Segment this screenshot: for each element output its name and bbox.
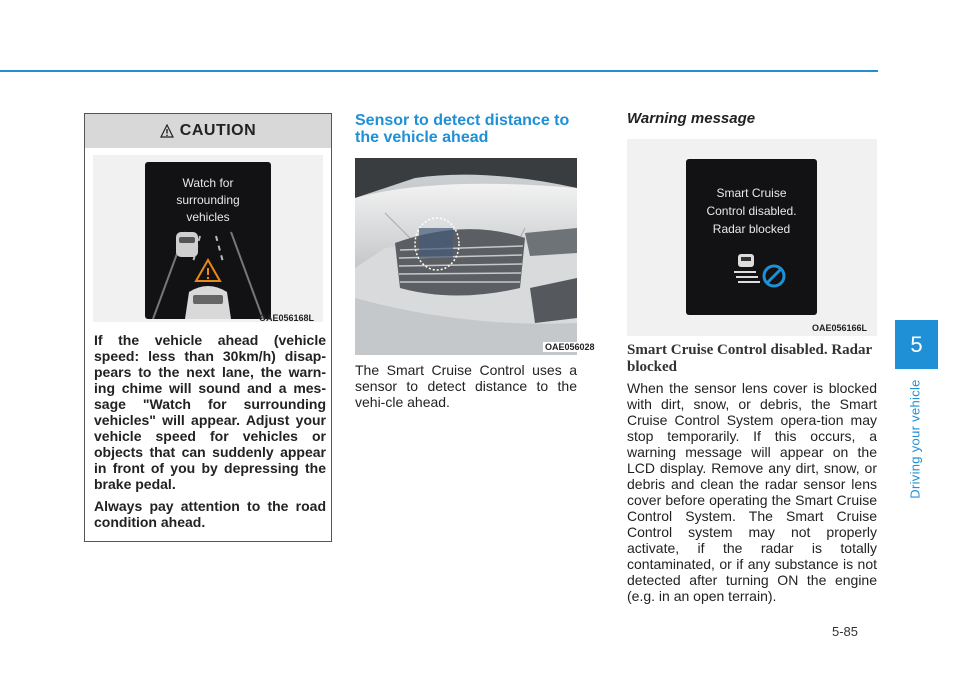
car-front-graphic (355, 158, 577, 355)
section-body: The Smart Cruise Control uses a sensor to detect distance to the vehi-cle ahead. (355, 362, 577, 410)
cluster-line: vehicles (186, 210, 230, 224)
image-label: OAE056028 (545, 342, 595, 352)
cluster-display (686, 159, 817, 315)
caution-header (85, 114, 331, 148)
cluster-line: surrounding (176, 193, 240, 207)
cluster-line: Smart Cruise (716, 186, 787, 200)
caution-paragraph: Always pay attention to the road condition ahead. (94, 498, 326, 530)
chapter-number-tab (895, 320, 938, 369)
cluster-message (686, 184, 817, 238)
image-label: OAE056168L (259, 313, 315, 323)
cluster-display (145, 162, 271, 319)
chapter-number: 5 (910, 331, 923, 357)
section-body: When the sensor lens cover is blocked with dirt, snow, or debris, the Smart Cruise Control System opera-tion may stop temporarily. If this occurs, a warning message will appear on the LCD display. Remove any dirt, snow, or debris and clean the radar sensor lens cover before operating the Smart Cruise Control System. The Smart Cruise Control system may not properly activate, if the radar is totally contaminated, or if any substance is not detected after turning ON the engine (e.g. in an open terrain). (627, 380, 877, 604)
radar-blocked-icon (732, 252, 792, 292)
cluster-line: Control disabled. (706, 204, 797, 218)
section-title: Sensor to detect distance to the vehicle ahead (355, 112, 570, 146)
cluster-line: Watch for (182, 176, 234, 190)
caution-paragraph: If the vehicle ahead (vehicle speed: less than 30km/h) disap-pears to the next lane, the warn-ing chime will sound and a mes-sage "Watch for surrounding vehicles" will appear. Adjust your vehicle speed for vehicles or objects that can suddenly appear in front of you by depressing the brake pedal. (94, 332, 326, 492)
cluster-line: Radar blocked (712, 222, 791, 236)
chapter-title: Driving your vehicle (907, 379, 923, 499)
page-number: 5-85 (832, 624, 859, 639)
caution-heading: CAUTION (179, 122, 257, 139)
caution-box (84, 113, 332, 542)
caution-illustration (93, 155, 323, 322)
section-subtitle: Smart Cruise Control disabled. Radar blocked (627, 342, 872, 375)
warning-triangle-icon (160, 124, 174, 138)
section-title: Warning message (627, 110, 756, 127)
chapter-title-tab (905, 374, 925, 504)
image-label: OAE056166L (812, 323, 868, 333)
road-scene-graphic (145, 162, 271, 319)
car-front-illustration (355, 158, 577, 355)
warning-illustration (627, 139, 877, 336)
header-rule (0, 70, 878, 72)
caution-text (94, 332, 326, 536)
